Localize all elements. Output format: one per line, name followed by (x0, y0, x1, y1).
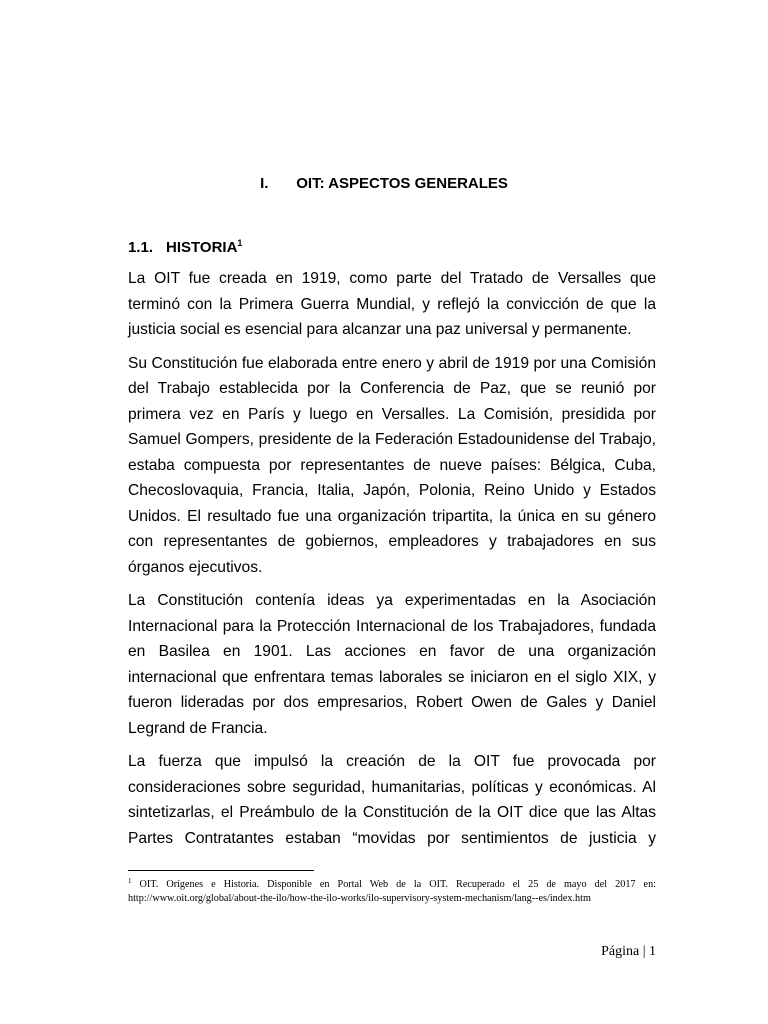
page-number: 1 (649, 944, 656, 959)
section-heading (128, 237, 242, 259)
chapter-heading (0, 173, 768, 195)
page-label: Página (601, 944, 640, 959)
section-title: HISTORIA (166, 239, 238, 256)
section-number: 1.1. (128, 239, 154, 256)
footnote-divider (128, 870, 314, 871)
paragraph: La Constitución contenía ideas ya experimentadas en la Asociación Internacional para la Protección Internacional de los Trabajadores, fundada en Basilea en 1901. Las acciones en favor de una organización internacional que enfrentara temas laborales se iniciaron en el siglo XIX, y fueron lideradas por dos empresarios, Robert Owen de Gales y Daniel Legrand de Francia. (128, 592, 656, 737)
page-separator: | (642, 944, 646, 959)
body-text (128, 266, 656, 859)
chapter-number: I. (260, 175, 269, 192)
paragraph: La OIT fue creada en 1919, como parte del Tratado de Versalles que terminó con la Primera Guerra Mundial, y reflejó la convicción de que la justicia social es esencial para alcanzar una paz universal y permanente. (128, 270, 656, 338)
footnote-reference[interactable]: 1 (237, 238, 243, 248)
footnote (128, 878, 656, 905)
chapter-title: OIT: ASPECTOS GENERALES (296, 175, 508, 192)
page-footer (480, 944, 656, 960)
footnote-mark: 1 (128, 877, 132, 885)
paragraph: Su Constitución fue elaborada entre enero y abril de 1919 por una Comisión del Trabajo establecida por la Conferencia de Paz, que se reunió por primera vez en París y luego en Versalles. La Comisión, presidida por Samuel Gompers, presidente de la Federación Estadounidense del Trabajo, estaba compuesta por representantes de nueve países: Bélgica, Cuba, Checoslovaquia, Francia, Italia, Japón, Polonia, Reino Unido y Estados Unidos. El resultado fue una organización tripartita, la única en su género con representantes de gobiernos, empleadores y trabajadores en sus órganos ejecutivos. (128, 354, 656, 576)
paragraph: La fuerza que impulsó la creación de la OIT fue provocada por consideraciones sobre seguridad, humanitarias, políticas y económicas. Al sintetizarlas, el Preámbulo de la Constitución de la OIT dice que las Altas Partes Contratantes estaban “movidas por sentimientos de justicia y (128, 753, 656, 847)
footnote-text[interactable]: OIT. Orígenes e Historia. Disponible en Portal Web de la OIT. Recuperado el 25 de mayo del 2017 en: http://www.oit.org/global/about-the-ilo/how-the-ilo-works/ilo-supervisory-system-mechanism/lang--es/index.htm (128, 879, 656, 904)
